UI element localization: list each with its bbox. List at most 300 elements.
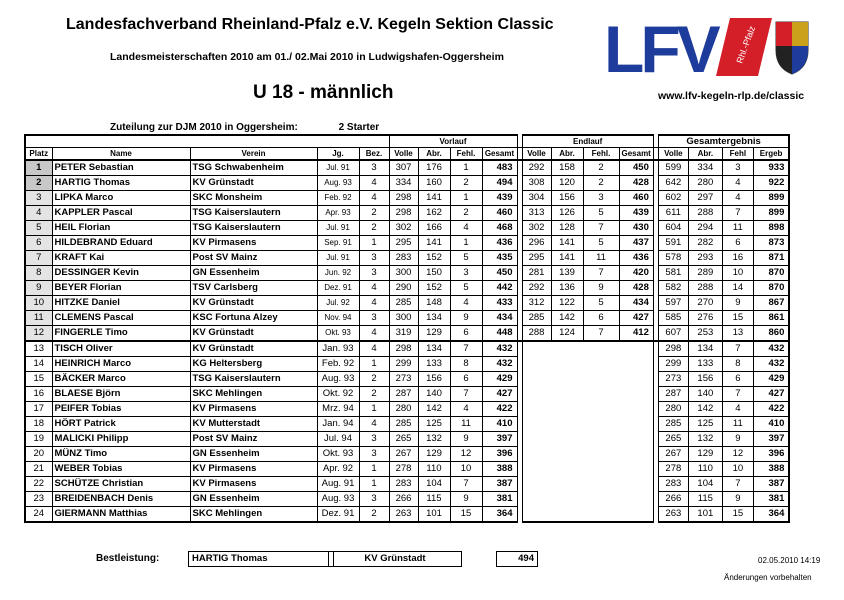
col-endlauf-fehl[interactable]: Fehl. <box>583 148 619 161</box>
prelim-miss-cell: 11 <box>450 417 482 432</box>
rank-cell: 8 <box>25 266 52 281</box>
col-vorlauf-fehl[interactable]: Fehl. <box>450 148 482 161</box>
total-result-cell: 364 <box>753 507 789 523</box>
total-pins-cell: 591 <box>658 236 688 251</box>
website-link[interactable]: www.lfv-kegeln-rlp.de/classic <box>658 90 805 102</box>
birth-date-cell: Jul. 91 <box>317 221 359 236</box>
player-name-cell: KAPPLER Pascal <box>52 206 190 221</box>
rank-cell: 1 <box>25 160 52 176</box>
rank-cell: 12 <box>25 326 52 342</box>
prelim-total-cell: 450 <box>482 266 517 281</box>
district-cell: 3 <box>359 492 389 507</box>
birth-date-cell: Okt. 93 <box>317 447 359 462</box>
prelim-pins-cell: 307 <box>389 160 418 176</box>
district-cell: 1 <box>359 402 389 417</box>
table-row[interactable] <box>25 326 789 342</box>
prelim-total-cell: 468 <box>482 221 517 236</box>
club-cell: Post SV Mainz <box>190 251 317 266</box>
total-result-cell: 427 <box>753 387 789 402</box>
total-result-cell: 899 <box>753 191 789 206</box>
table-row[interactable] <box>25 206 789 221</box>
total-pins-cell: 265 <box>658 432 688 447</box>
prelim-miss-cell: 7 <box>450 387 482 402</box>
total-clear-cell: 289 <box>688 266 722 281</box>
total-clear-cell: 334 <box>688 160 722 176</box>
total-clear-cell: 294 <box>688 221 722 236</box>
final-pins-cell: 313 <box>522 206 551 221</box>
prelim-miss-cell: 10 <box>450 462 482 477</box>
final-miss-cell: 11 <box>583 251 619 266</box>
final-clear-cell: 142 <box>551 311 583 326</box>
table-row[interactable] <box>25 281 789 296</box>
district-cell: 4 <box>359 341 389 357</box>
final-pins-cell: 296 <box>522 236 551 251</box>
prelim-clear-cell: 176 <box>418 160 450 176</box>
rank-cell: 3 <box>25 191 52 206</box>
total-clear-cell: 104 <box>688 477 722 492</box>
final-miss-cell: 5 <box>583 296 619 311</box>
final-clear-cell: 136 <box>551 281 583 296</box>
club-cell: KV Grünstadt <box>190 341 317 357</box>
club-cell: KV Pirmasens <box>190 477 317 492</box>
prelim-pins-cell: 319 <box>389 326 418 342</box>
prelim-clear-cell: 152 <box>418 251 450 266</box>
endlauf-group-header: Endlauf <box>522 135 653 148</box>
district-cell: 3 <box>359 447 389 462</box>
rank-cell: 19 <box>25 432 52 447</box>
table-row[interactable] <box>25 311 789 326</box>
birth-date-cell: Jul. 92 <box>317 296 359 311</box>
rank-cell: 2 <box>25 176 52 191</box>
total-pins-cell: 267 <box>658 447 688 462</box>
prelim-clear-cell: 110 <box>418 462 450 477</box>
rank-cell: 17 <box>25 402 52 417</box>
prelim-miss-cell: 4 <box>450 402 482 417</box>
final-total-cell: 437 <box>619 236 653 251</box>
table-row[interactable] <box>25 296 789 311</box>
prelim-total-cell: 432 <box>482 357 517 372</box>
total-clear-cell: 101 <box>688 507 722 523</box>
birth-date-cell: Apr. 92 <box>317 462 359 477</box>
total-clear-cell: 270 <box>688 296 722 311</box>
prelim-total-cell: 427 <box>482 387 517 402</box>
total-miss-cell: 11 <box>722 417 753 432</box>
prelim-total-cell: 433 <box>482 296 517 311</box>
prelim-clear-cell: 142 <box>418 402 450 417</box>
table-row[interactable] <box>25 507 789 523</box>
prelim-total-cell: 410 <box>482 417 517 432</box>
prelim-clear-cell: 148 <box>418 296 450 311</box>
col-total-volle[interactable]: Volle <box>658 148 688 161</box>
prelim-total-cell: 483 <box>482 160 517 176</box>
total-miss-cell: 9 <box>722 296 753 311</box>
final-pins-cell: 312 <box>522 296 551 311</box>
final-miss-cell: 5 <box>583 206 619 221</box>
total-clear-cell: 133 <box>688 357 722 372</box>
col-jg[interactable]: Jg. <box>317 148 359 161</box>
prelim-pins-cell: 280 <box>389 402 418 417</box>
table-row[interactable] <box>25 176 789 191</box>
total-pins-cell: 604 <box>658 221 688 236</box>
birth-date-cell: Aug. 91 <box>317 477 359 492</box>
district-cell: 4 <box>359 326 389 342</box>
print-timestamp: 02.05.2010 14:19 <box>758 556 821 565</box>
total-miss-cell: 12 <box>722 447 753 462</box>
col-endlauf-volle[interactable]: Volle <box>522 148 551 161</box>
table-row[interactable] <box>25 402 789 417</box>
prelim-clear-cell: 160 <box>418 176 450 191</box>
prelim-pins-cell: 265 <box>389 432 418 447</box>
final-pins-cell: 308 <box>522 176 551 191</box>
final-clear-cell: 122 <box>551 296 583 311</box>
player-name-cell: HILDEBRAND Eduard <box>52 236 190 251</box>
prelim-pins-cell: 287 <box>389 387 418 402</box>
total-result-cell: 381 <box>753 492 789 507</box>
col-total-ergeb[interactable]: Ergeb <box>753 148 789 161</box>
player-name-cell: MÜNZ Timo <box>52 447 190 462</box>
col-endlauf-abr[interactable]: Abr. <box>551 148 583 161</box>
player-name-cell: KRAFT Kai <box>52 251 190 266</box>
rank-cell: 9 <box>25 281 52 296</box>
rank-cell: 15 <box>25 372 52 387</box>
birth-date-cell: Okt. 92 <box>317 387 359 402</box>
final-clear-cell: 141 <box>551 236 583 251</box>
district-cell: 4 <box>359 417 389 432</box>
total-result-cell: 397 <box>753 432 789 447</box>
table-row[interactable] <box>25 160 789 176</box>
district-cell: 4 <box>359 191 389 206</box>
club-cell: KV Pirmasens <box>190 462 317 477</box>
final-total-cell: 428 <box>619 281 653 296</box>
col-total-abr[interactable]: Abr. <box>688 148 722 161</box>
player-name-cell: DESSINGER Kevin <box>52 266 190 281</box>
district-cell: 3 <box>359 266 389 281</box>
table-row[interactable] <box>25 372 789 387</box>
total-clear-cell: 297 <box>688 191 722 206</box>
total-clear-cell: 288 <box>688 206 722 221</box>
final-clear-cell: 126 <box>551 206 583 221</box>
prelim-pins-cell: 334 <box>389 176 418 191</box>
document-title: Landesfachverband Rheinland-Pfalz e.V. Kegeln Sektion Classic <box>66 16 554 33</box>
prelim-pins-cell: 285 <box>389 417 418 432</box>
final-total-cell: 434 <box>619 296 653 311</box>
col-total-fehl[interactable]: Fehl <box>722 148 753 161</box>
prelim-total-cell: 432 <box>482 341 517 357</box>
prelim-total-cell: 434 <box>482 311 517 326</box>
district-cell: 2 <box>359 221 389 236</box>
prelim-miss-cell: 1 <box>450 160 482 176</box>
total-clear-cell: 156 <box>688 372 722 387</box>
table-row[interactable] <box>25 251 789 266</box>
player-name-cell: HARTIG Thomas <box>52 176 190 191</box>
club-cell: KG Heltersberg <box>190 357 317 372</box>
final-miss-cell: 9 <box>583 281 619 296</box>
player-name-cell: MALICKI Philipp <box>52 432 190 447</box>
table-row[interactable] <box>25 191 789 206</box>
total-pins-cell: 263 <box>658 507 688 523</box>
prelim-miss-cell: 4 <box>450 221 482 236</box>
table-row[interactable] <box>25 357 789 372</box>
player-name-cell: PEIFER Tobias <box>52 402 190 417</box>
club-cell: GN Essenheim <box>190 447 317 462</box>
total-clear-cell: 132 <box>688 432 722 447</box>
table-row[interactable] <box>25 387 789 402</box>
total-result-cell: 388 <box>753 462 789 477</box>
total-result-cell: 422 <box>753 402 789 417</box>
table-row[interactable] <box>25 221 789 236</box>
total-miss-cell: 6 <box>722 372 753 387</box>
final-miss-cell: 7 <box>583 221 619 236</box>
total-pins-cell: 607 <box>658 326 688 342</box>
prelim-clear-cell: 134 <box>418 311 450 326</box>
club-cell: TSG Kaiserslautern <box>190 372 317 387</box>
lfv-logo <box>602 16 812 78</box>
rank-cell: 6 <box>25 236 52 251</box>
best-performance-club: KV Grünstadt <box>328 551 462 567</box>
birth-date-cell: Jun. 92 <box>317 266 359 281</box>
prelim-pins-cell: 273 <box>389 372 418 387</box>
prelim-miss-cell: 9 <box>450 492 482 507</box>
total-miss-cell: 14 <box>722 281 753 296</box>
prelim-total-cell: 364 <box>482 507 517 523</box>
birth-date-cell: Nov. 94 <box>317 311 359 326</box>
birth-date-cell: Jul. 94 <box>317 432 359 447</box>
club-cell: GN Essenheim <box>190 492 317 507</box>
total-result-cell: 410 <box>753 417 789 432</box>
prelim-total-cell: 387 <box>482 477 517 492</box>
total-pins-cell: 283 <box>658 477 688 492</box>
prelim-pins-cell: 283 <box>389 251 418 266</box>
birth-date-cell: Jul. 91 <box>317 160 359 176</box>
birth-date-cell: Dez. 91 <box>317 281 359 296</box>
prelim-pins-cell: 300 <box>389 266 418 281</box>
total-miss-cell: 9 <box>722 432 753 447</box>
district-cell: 2 <box>359 387 389 402</box>
prelim-miss-cell: 9 <box>450 432 482 447</box>
total-miss-cell: 9 <box>722 492 753 507</box>
final-clear-cell: 120 <box>551 176 583 191</box>
col-endlauf-gesamt[interactable]: Gesamt <box>619 148 653 161</box>
category-heading: U 18 - männlich <box>253 82 394 103</box>
rank-cell: 24 <box>25 507 52 523</box>
total-clear-cell: 115 <box>688 492 722 507</box>
changes-notice: Änderungen vorbehalten <box>724 573 812 582</box>
prelim-pins-cell: 283 <box>389 477 418 492</box>
prelim-total-cell: 381 <box>482 492 517 507</box>
prelim-pins-cell: 267 <box>389 447 418 462</box>
player-name-cell: CLEMENS Pascal <box>52 311 190 326</box>
district-cell: 1 <box>359 477 389 492</box>
final-total-cell: 439 <box>619 206 653 221</box>
total-pins-cell: 299 <box>658 357 688 372</box>
total-pins-cell: 642 <box>658 176 688 191</box>
rank-cell: 13 <box>25 341 52 357</box>
prelim-pins-cell: 298 <box>389 341 418 357</box>
prelim-total-cell: 429 <box>482 372 517 387</box>
club-cell: KV Mutterstadt <box>190 417 317 432</box>
prelim-miss-cell: 8 <box>450 357 482 372</box>
prelim-total-cell: 388 <box>482 462 517 477</box>
total-miss-cell: 7 <box>722 387 753 402</box>
district-cell: 3 <box>359 251 389 266</box>
col-name[interactable]: Name <box>52 148 190 161</box>
prelim-clear-cell: 134 <box>418 341 450 357</box>
prelim-total-cell: 439 <box>482 191 517 206</box>
club-cell: KV Grünstadt <box>190 176 317 191</box>
final-total-cell: 460 <box>619 191 653 206</box>
results-table <box>24 134 790 523</box>
svg-text:LFV: LFV <box>604 16 717 78</box>
total-result-cell: 429 <box>753 372 789 387</box>
total-miss-cell: 11 <box>722 221 753 236</box>
prelim-clear-cell: 133 <box>418 357 450 372</box>
prelim-miss-cell: 6 <box>450 372 482 387</box>
birth-date-cell: Mrz. 94 <box>317 402 359 417</box>
district-cell: 4 <box>359 296 389 311</box>
player-name-cell: HÖRT Patrick <box>52 417 190 432</box>
total-pins-cell: 582 <box>658 281 688 296</box>
total-result-cell: 867 <box>753 296 789 311</box>
total-result-cell: 432 <box>753 341 789 357</box>
total-result-cell: 870 <box>753 281 789 296</box>
player-name-cell: HITZKE Daniel <box>52 296 190 311</box>
prelim-miss-cell: 7 <box>450 341 482 357</box>
birth-date-cell: Sep. 91 <box>317 236 359 251</box>
final-pins-cell: 285 <box>522 311 551 326</box>
prelim-total-cell: 460 <box>482 206 517 221</box>
table-row[interactable] <box>25 432 789 447</box>
club-cell: TSG Kaiserslautern <box>190 206 317 221</box>
prelim-miss-cell: 5 <box>450 251 482 266</box>
club-cell: Post SV Mainz <box>190 432 317 447</box>
table-row[interactable] <box>25 477 789 492</box>
col-vorlauf-volle[interactable]: Volle <box>389 148 418 161</box>
total-result-cell: 861 <box>753 311 789 326</box>
total-result-cell: 860 <box>753 326 789 342</box>
rank-cell: 4 <box>25 206 52 221</box>
prelim-total-cell: 436 <box>482 236 517 251</box>
col-bez[interactable]: Bez. <box>359 148 389 161</box>
total-pins-cell: 273 <box>658 372 688 387</box>
final-miss-cell: 6 <box>583 311 619 326</box>
final-miss-cell: 3 <box>583 191 619 206</box>
player-name-cell: FINGERLE Timo <box>52 326 190 342</box>
prelim-clear-cell: 141 <box>418 236 450 251</box>
district-cell: 3 <box>359 311 389 326</box>
total-pins-cell: 611 <box>658 206 688 221</box>
total-clear-cell: 142 <box>688 402 722 417</box>
final-miss-cell: 5 <box>583 236 619 251</box>
total-miss-cell: 7 <box>722 341 753 357</box>
final-total-cell: 412 <box>619 326 653 342</box>
district-cell: 4 <box>359 281 389 296</box>
total-miss-cell: 4 <box>722 176 753 191</box>
club-cell: SKC Monsheim <box>190 191 317 206</box>
prelim-miss-cell: 1 <box>450 191 482 206</box>
final-clear-cell: 158 <box>551 160 583 176</box>
col-vorlauf-gesamt[interactable]: Gesamt <box>482 148 517 161</box>
total-result-cell: 922 <box>753 176 789 191</box>
prelim-clear-cell: 162 <box>418 206 450 221</box>
best-performance-score: 494 <box>496 551 538 567</box>
table-row[interactable] <box>25 266 789 281</box>
prelim-pins-cell: 278 <box>389 462 418 477</box>
rank-cell: 20 <box>25 447 52 462</box>
final-total-cell: 428 <box>619 176 653 191</box>
svg-text:Rhl.-Pfalz: Rhl.-Pfalz <box>734 24 758 65</box>
total-result-cell: 933 <box>753 160 789 176</box>
total-pins-cell: 298 <box>658 341 688 357</box>
prelim-total-cell: 397 <box>482 432 517 447</box>
total-pins-cell: 285 <box>658 417 688 432</box>
rank-cell: 5 <box>25 221 52 236</box>
district-cell: 2 <box>359 206 389 221</box>
birth-date-cell: Okt. 93 <box>317 326 359 342</box>
table-row[interactable] <box>25 341 789 357</box>
prelim-pins-cell: 302 <box>389 221 418 236</box>
total-miss-cell: 6 <box>722 236 753 251</box>
club-cell: SKC Mehlingen <box>190 507 317 523</box>
final-total-cell: 420 <box>619 266 653 281</box>
total-result-cell: 898 <box>753 221 789 236</box>
total-clear-cell: 253 <box>688 326 722 342</box>
rank-cell: 14 <box>25 357 52 372</box>
prelim-miss-cell: 9 <box>450 311 482 326</box>
total-pins-cell: 585 <box>658 311 688 326</box>
best-performance-label: Bestleistung: <box>96 553 160 564</box>
table-row[interactable] <box>25 462 789 477</box>
prelim-clear-cell: 152 <box>418 281 450 296</box>
col-platz[interactable]: Platz <box>25 148 52 161</box>
club-cell: KV Pirmasens <box>190 402 317 417</box>
table-row[interactable] <box>25 236 789 251</box>
club-cell: KV Pirmasens <box>190 236 317 251</box>
rank-cell: 18 <box>25 417 52 432</box>
total-pins-cell: 266 <box>658 492 688 507</box>
table-row[interactable] <box>25 417 789 432</box>
club-cell: KV Grünstadt <box>190 296 317 311</box>
player-name-cell: SCHÜTZE Christian <box>52 477 190 492</box>
club-cell: KV Grünstadt <box>190 326 317 342</box>
col-verein[interactable]: Verein <box>190 148 317 161</box>
birth-date-cell: Dez. 91 <box>317 507 359 523</box>
player-name-cell: LIPKA Marco <box>52 191 190 206</box>
district-cell: 2 <box>359 372 389 387</box>
player-name-cell: HEINRICH Marco <box>52 357 190 372</box>
club-cell: TSG Kaiserslautern <box>190 221 317 236</box>
prelim-miss-cell: 5 <box>450 281 482 296</box>
table-row[interactable] <box>25 492 789 507</box>
total-pins-cell: 287 <box>658 387 688 402</box>
col-vorlauf-abr[interactable]: Abr. <box>418 148 450 161</box>
final-pins-cell: 288 <box>522 326 551 342</box>
total-result-cell: 432 <box>753 357 789 372</box>
final-miss-cell: 2 <box>583 176 619 191</box>
player-name-cell: GIERMANN Matthias <box>52 507 190 523</box>
birth-date-cell: Apr. 93 <box>317 206 359 221</box>
prelim-clear-cell: 104 <box>418 477 450 492</box>
final-clear-cell: 156 <box>551 191 583 206</box>
final-pins-cell: 302 <box>522 221 551 236</box>
final-clear-cell: 124 <box>551 326 583 342</box>
prelim-clear-cell: 141 <box>418 191 450 206</box>
total-pins-cell: 597 <box>658 296 688 311</box>
table-row[interactable] <box>25 447 789 462</box>
total-miss-cell: 4 <box>722 402 753 417</box>
final-miss-cell: 7 <box>583 326 619 342</box>
prelim-miss-cell: 3 <box>450 266 482 281</box>
birth-date-cell: Aug. 93 <box>317 372 359 387</box>
